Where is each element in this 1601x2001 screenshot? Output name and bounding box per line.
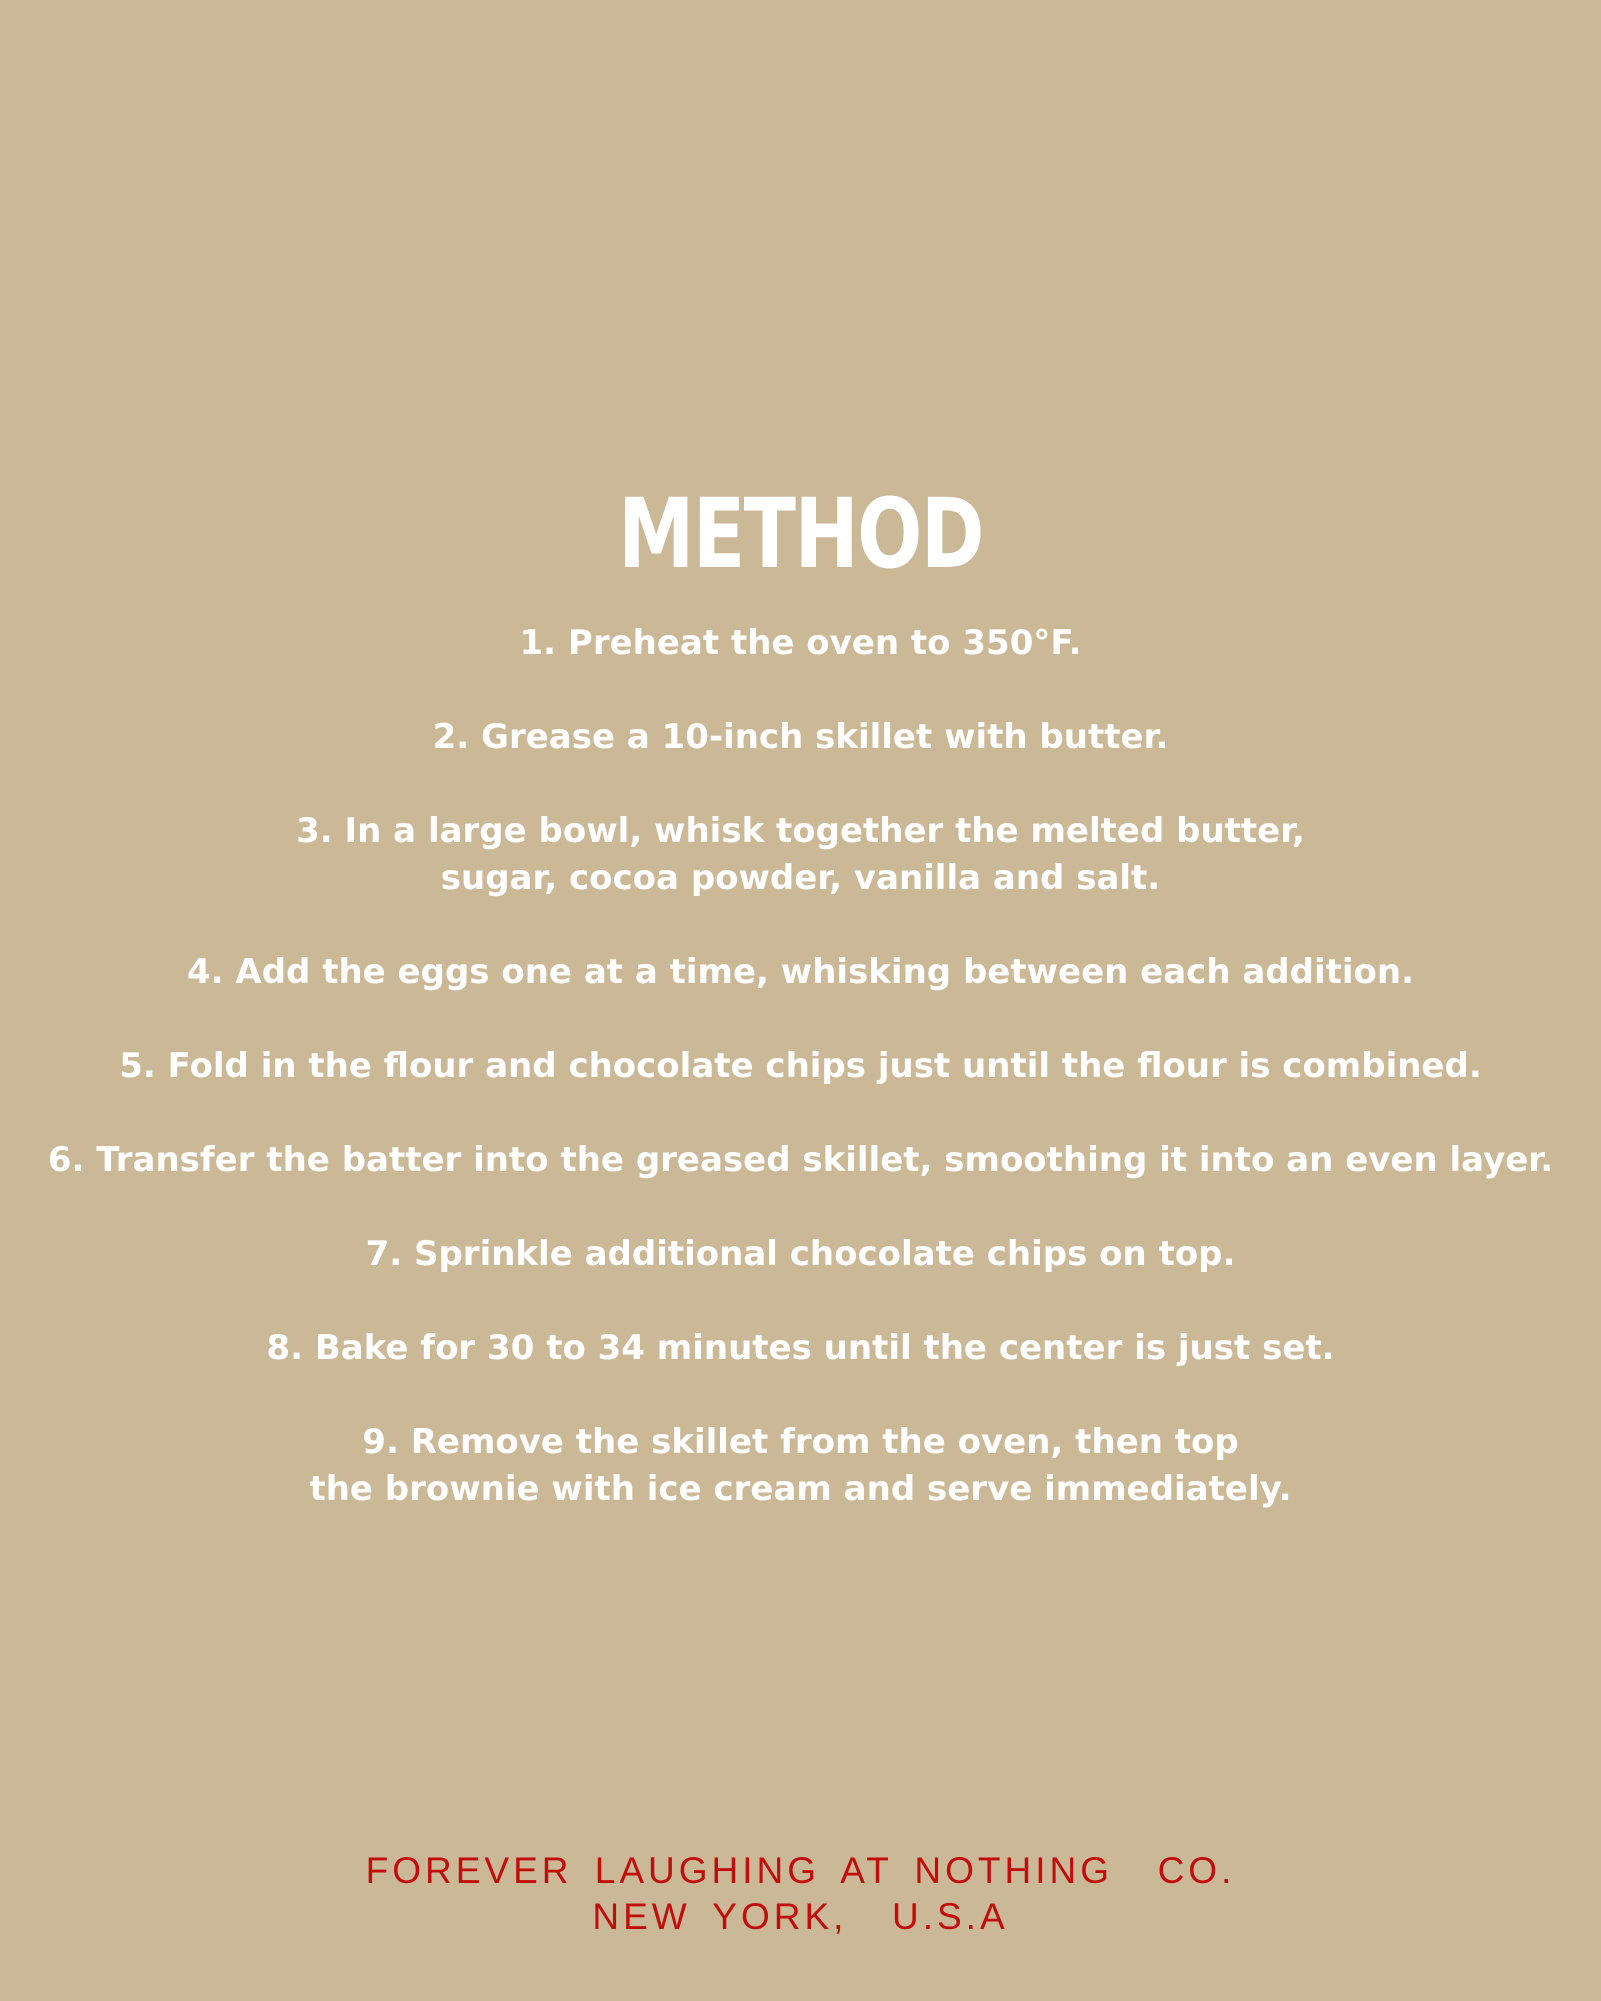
step-text: 3. In a large bowl, whisk together the melted butter,: [296, 811, 1305, 851]
step-5: [0, 1043, 1601, 1090]
step-text: 8. Bake for 30 to 34 minutes until the center is just set.: [266, 1328, 1335, 1368]
step-1: [0, 620, 1601, 667]
page-title: METHOD: [618, 478, 983, 590]
step-6: [0, 1137, 1601, 1184]
company-footer: [0, 1848, 1601, 1940]
step-9: [0, 1419, 1601, 1513]
step-7: [0, 1231, 1601, 1278]
step-4: [0, 949, 1601, 996]
step-text: 4. Add the eggs one at a time, whisking between each addition.: [186, 952, 1415, 992]
company-location: NEW YORK, U.S.A: [592, 1896, 1009, 1937]
step-text: 7. Sprinkle additional chocolate chips on top.: [365, 1234, 1236, 1274]
step-3: [0, 808, 1601, 902]
step-text: 6. Transfer the batter into the greased skillet, smoothing it into an even layer.: [47, 1140, 1554, 1180]
step-text: 5. Fold in the flour and chocolate chips just until the flour is combined.: [119, 1046, 1482, 1086]
step-text: 1. Preheat the oven to 350°F.: [519, 623, 1082, 663]
company-name: FOREVER LAUGHING AT NOTHING CO.: [365, 1850, 1236, 1891]
step-8: [0, 1325, 1601, 1372]
step-text: the brownie with ice cream and serve immediately.: [309, 1469, 1292, 1509]
step-text: sugar, cocoa powder, vanilla and salt.: [440, 858, 1161, 898]
method-steps-list: [0, 620, 1601, 1560]
step-text: 9. Remove the skillet from the oven, then top: [362, 1422, 1239, 1462]
step-text: 2. Grease a 10-inch skillet with butter.: [432, 717, 1169, 757]
step-2: [0, 714, 1601, 761]
